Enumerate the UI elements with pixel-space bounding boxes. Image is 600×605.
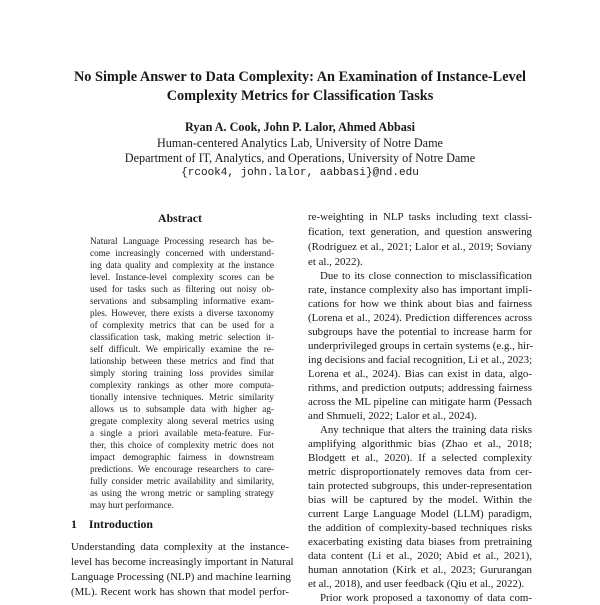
body-line: rate, instance complexity also has important impli-: [308, 284, 532, 296]
body-line: Blodgett et al., 2020). If a selected complexity: [308, 452, 532, 464]
author-emails: {rcook4, john.lalor, aabbasi}@nd.edu: [181, 167, 419, 179]
abstract-line: gregate complexity along several metrics using: [90, 416, 274, 426]
abstract-heading: Abstract: [158, 211, 202, 225]
body-line: and Shmueli, 2022; Lalor et al., 2024).: [308, 410, 477, 422]
abstract-line: level. Instance-level complexity scores can be: [90, 272, 274, 282]
body-line: human annotation (Kirk et al., 2023; Gururangan: [308, 564, 532, 576]
abstract-line: ples. However, there exists a diverse taxonomy: [90, 308, 274, 318]
body-line: tain protected subgroups, this under-representation: [308, 480, 532, 492]
abstract-line: predictions. We encourage researchers to care-: [90, 464, 274, 474]
abstract-line: tionally intensive techniques. Metric similarity: [90, 392, 274, 402]
abstract-line: allows us to subsample data with higher ag-: [90, 404, 274, 414]
abstract-line: ing data quality and complexity at the instance: [90, 260, 274, 270]
body-line: the addition of complexity-based techniques risks: [308, 522, 532, 534]
introduction-line: level has become increasingly important in Natural: [71, 556, 294, 568]
abstract-line: of complexity metrics that can be used for a: [90, 320, 274, 330]
section-number: 1: [71, 517, 77, 531]
abstract-line: simply storing training loss provides similar: [90, 368, 274, 378]
abstract-line: ther, this choice of complexity metric does not: [90, 440, 274, 450]
title-line-2: Complexity Metrics for Classification Tasks: [166, 88, 434, 104]
body-line: metric disproportionately removes data from cer-: [308, 466, 532, 478]
abstract-line: as using the wrong metric or sampling strategy: [90, 488, 274, 498]
body-line: re-weighting in NLP tasks including text classi-: [308, 211, 532, 223]
body-line: fication, text generation, and question answering: [308, 226, 532, 238]
author-list: Ryan A. Cook, John P. Lalor, Ahmed Abbasi: [185, 120, 415, 134]
introduction-line: (ML). Recent work has shown that model perfor-: [71, 586, 289, 598]
body-line: rithms, and prediction outputs; addressing fairness: [308, 382, 532, 394]
body-line: current Large Language Model (LLM) paradigm,: [308, 508, 532, 520]
abstract-line: Natural Language Processing research has be-: [90, 236, 274, 246]
abstract-line: servations and subsampling informative exam-: [90, 296, 274, 306]
body-line: Any technique that alters the training data risks: [320, 424, 532, 436]
body-line: Prior work proposed a taxonomy of data com-: [320, 592, 532, 604]
body-line: bias will be captured by the model. Within the: [308, 494, 532, 506]
body-line: ing decisions and facial recognition, Li et al., 2023;: [308, 354, 533, 366]
section-heading-introduction: [71, 517, 165, 532]
abstract-line: classification task, making metric selection it-: [90, 332, 274, 342]
introduction-line: Understanding data complexity at the instance-: [71, 541, 289, 553]
abstract-line: complexity rankings as other more computa-: [90, 380, 274, 390]
abstract-line: used for tasks such as filtering out noisy ob-: [90, 284, 274, 294]
abstract-line: impact demographic fairness in downstream: [90, 452, 274, 462]
abstract-line: lationship between these metrics and find that: [90, 356, 274, 366]
body-line: cations for how we think about bias and fairness: [308, 298, 532, 310]
body-line: exacerbating existing data biases from pretraining: [308, 536, 532, 548]
body-line: underprivileged groups in certain systems (e.g., hir-: [308, 340, 534, 352]
body-line: Due to its close connection to misclassification: [320, 270, 532, 282]
abstract-line: may hurt performance.: [90, 500, 174, 510]
introduction-line: Language Processing (NLP) and machine learning: [71, 571, 291, 583]
affiliation-department: Department of IT, Analytics, and Operations, University of Notre Dame: [124, 151, 476, 165]
abstract-line: self difficult. We empirically examine the re-: [90, 344, 274, 354]
body-line: (Lorena et al., 2024). Prediction differences across: [308, 312, 532, 324]
abstract-line: fully consider metric availability and similarity,: [90, 476, 274, 486]
body-line: et al., 2022).: [308, 256, 363, 268]
body-line: Lorena et al., 2024). Bias can exist in data, algo-: [308, 368, 532, 380]
title-line-1: No Simple Answer to Data Complexity: An Examination of Instance-Level: [73, 69, 527, 85]
abstract-line: come increasingly concerned with understand-: [90, 248, 274, 258]
body-line: amplifying algorithmic bias (Zhao et al., 2018;: [308, 438, 532, 450]
body-line: (Rodriguez et al., 2021; Lalor et al., 2019; Soviany: [308, 241, 532, 253]
paper-title: [40, 68, 560, 106]
body-line: data content (Li et al., 2020; Abid et al., 2021),: [308, 550, 532, 562]
abstract-line: a single a priori available meta-feature. Fur-: [90, 428, 274, 438]
affiliation-lab: Human-centered Analytics Lab, University of Notre Dame: [157, 136, 443, 150]
body-line: et al., 2018), and user feedback (Qiu et al., 2022).: [308, 578, 525, 590]
section-title: Introduction: [88, 517, 153, 531]
body-line: subgroups have the potential to increase harm for: [308, 326, 532, 338]
body-line: across the ML pipeline can mitigate harm (Pessach: [308, 396, 532, 408]
